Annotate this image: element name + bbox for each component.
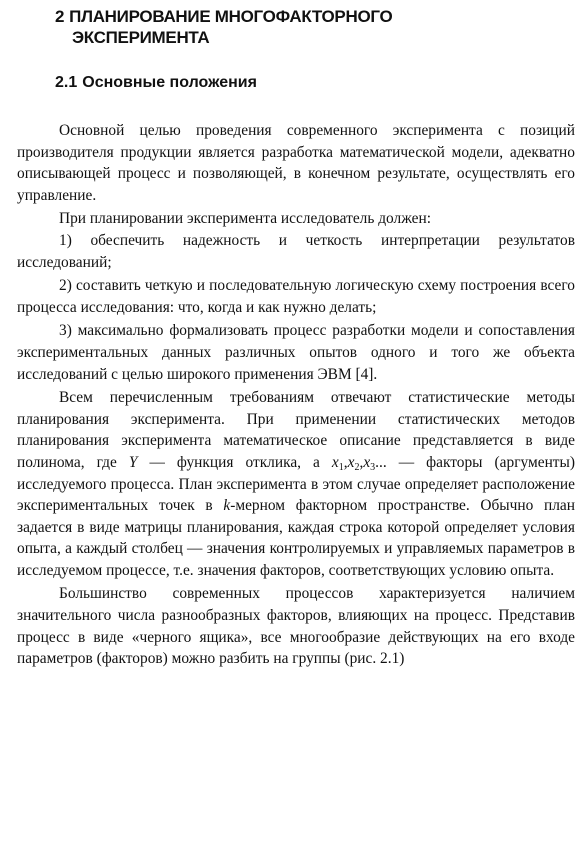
p6-text-4: -мерном факторном пространстве. Обычно план задается в виде матрицы планирования, каждая строка которой определяет условия опыта, а каждый столбец — значения контролируемых и управляемых параметров в исследуемом процессе, т.е. значения факторов, соответствующих условию опыта.	[17, 497, 575, 579]
chapter-heading	[55, 6, 575, 48]
p6-text-3: ... — факторы (аргументы) исследуемого процесса. План эксперимента в этом случае определяет расположение экспериментальных точек в	[17, 453, 575, 515]
paragraph-requirements-intro: При планировании эксперимента исследователь должен:	[59, 210, 431, 228]
section-heading	[55, 73, 575, 93]
p6-text-1: Всем перечисленным требованиям отвечают статистические методы планирования эксперимента. При применении статистических методов планирования эксперимента математическое описание представляется в виде полинома, где	[17, 389, 575, 471]
body-text	[17, 120, 575, 670]
chapter-title-line2: ЭКСПЕРИМЕНТА	[72, 28, 210, 47]
paragraph-statistical-methods	[17, 387, 575, 581]
chapter-number: 2	[55, 7, 65, 26]
section-title: Основные положения	[82, 74, 257, 91]
sep-2: ,	[359, 453, 364, 471]
var-x2: x	[347, 453, 355, 471]
var-k: k	[223, 497, 231, 515]
sub-1: 1	[338, 461, 344, 473]
var-x3: x	[363, 453, 371, 471]
paragraph-goal: Основной целью проведения современного эксперимента с позиций производителя продукции является разработка математической модели, адекватно описывающей процесс и позволяющей, в конечном результате, осуществлять его управление.	[17, 122, 575, 204]
var-x1: x	[331, 453, 339, 471]
paragraph-black-box: Большинство современных процессов характеризуется наличием значительного числа разнообразных факторов, влияющих на процесс. Представив процесс в виде «черного ящика», все многообразие действующих на его входе параметров (факторов) можно разбить на группы (рис. 2.1)	[17, 585, 575, 668]
p6-text-2: — функция отклика, а	[137, 453, 332, 471]
list-item-2: 2) составить четкую и последовательную логическую схему построения всего процесса исследования: что, когда и как нужно делать;	[17, 277, 575, 316]
sub-3: 3	[370, 461, 376, 473]
sep-1: ,	[343, 453, 348, 471]
sub-2: 2	[354, 461, 360, 473]
list-item-3: 3) максимально формализовать процесс разработки модели и сопоставления экспериментальных данных различных опытов одного и того же объекта исследований с целью широкого применения ЭВМ [4].	[17, 322, 575, 383]
var-y: Y	[128, 453, 138, 471]
chapter-title-line1: ПЛАНИРОВАНИЕ МНОГОФАКТОРНОГО	[69, 7, 393, 26]
list-item-1: 1) обеспечить надежность и четкость интерпретации результатов исследований;	[17, 231, 575, 271]
section-number: 2.1	[55, 74, 78, 91]
